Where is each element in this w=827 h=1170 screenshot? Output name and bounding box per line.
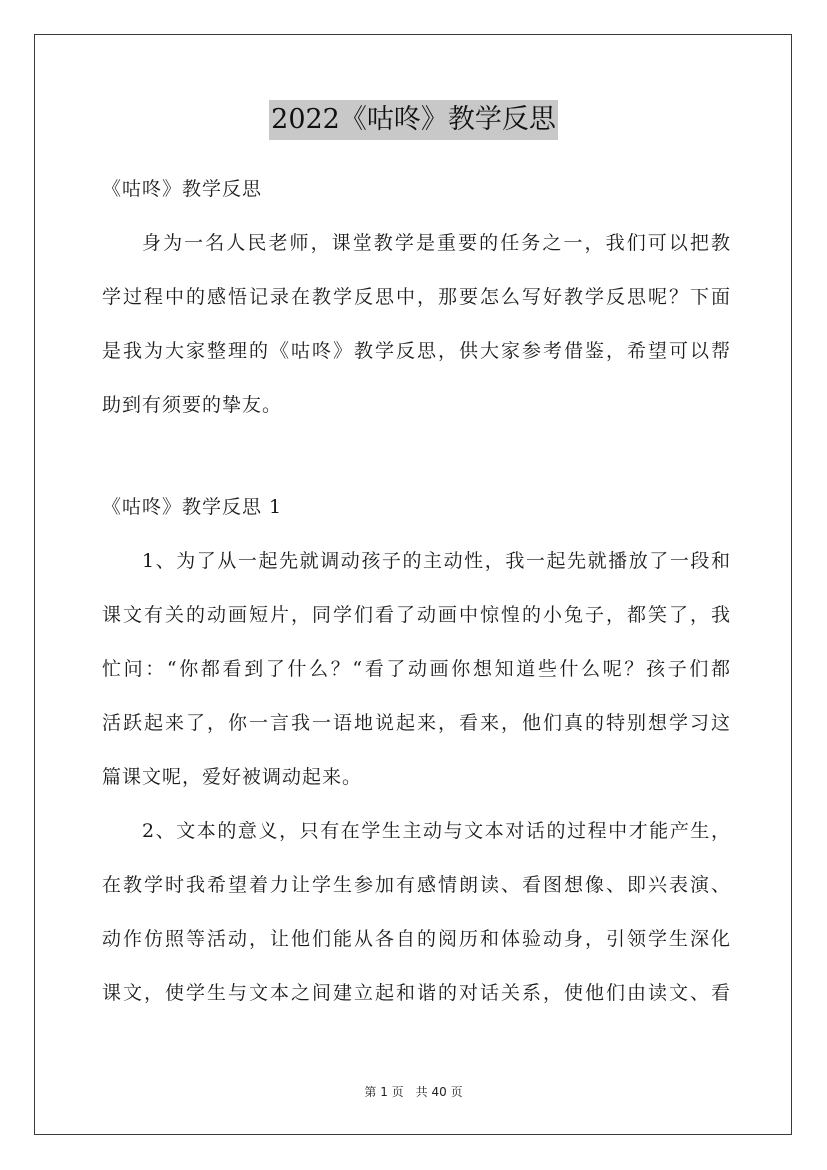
paragraph-line: 课文，使学生与文本之间建立起和谐的对话关系，使他们由读文、看 <box>102 982 730 1004</box>
main-heading: 《咕咚》教学反思 <box>102 178 263 200</box>
document-body <box>102 162 730 1020</box>
paragraph-line: 活跃起来了，你一言我一语地说起来，看来，他们真的特别想学习这 <box>102 712 730 734</box>
paragraph-line: 课文有关的动画短片，同学们看了动画中惊惶的小兔子，都笑了，我 <box>102 604 730 626</box>
paragraph-line: 2、文本的意义，只有在学生主动与文本对话的过程中才能产生， <box>142 820 730 842</box>
intro-line: 是我为大家整理的《咕咚》教学反思，供大家参考借鉴，希望可以帮 <box>102 340 730 362</box>
intro-line: 学过程中的感悟记录在教学反思中，那要怎么写好教学反思呢？下面 <box>102 286 730 308</box>
intro-line: 身为一名人民老师，课堂教学是重要的任务之一，我们可以把教 <box>142 232 730 254</box>
section-gap <box>102 432 730 480</box>
intro-line: 助到有须要的挚友。 <box>102 394 283 416</box>
paragraph-line: 篇课文呢，爱好被调动起来。 <box>102 766 363 788</box>
paragraph-line: 动作仿照等活动，让他们能从各自的阅历和体验动身，引领学生深化 <box>102 928 730 950</box>
section-heading: 《咕咚》教学反思 1 <box>102 496 283 518</box>
paragraph-line: 忙问：“你都看到了什么？“看了动画你想知道些什么呢？孩子们都 <box>102 658 730 680</box>
page-footer: 第 1 页 共 40 页 <box>364 1085 463 1099</box>
paragraph-line: 在教学时我希望着力让学生参加有感情朗读、看图想像、即兴表演、 <box>102 874 730 896</box>
paragraph-line: 1、为了从一起先就调动孩子的主动性，我一起先就播放了一段和 <box>142 550 730 572</box>
document-title: 2022《咕咚》教学反思 <box>269 100 558 140</box>
title-container <box>0 100 827 140</box>
